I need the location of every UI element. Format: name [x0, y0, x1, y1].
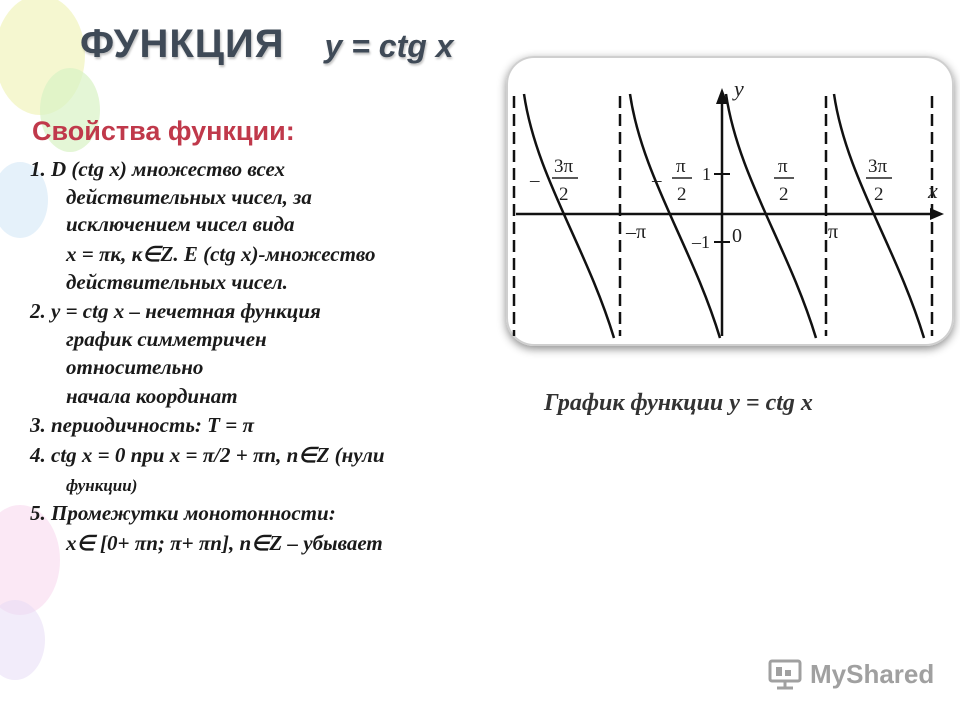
svg-text:2: 2 [677, 184, 687, 205]
property-line: действительных чисел, за [66, 185, 312, 209]
label-minus-three-pi-half [529, 156, 578, 205]
origin-label: 0 [732, 225, 742, 247]
x-axis-arrow [930, 208, 944, 220]
property-line: 1. D (ctg x) множество всех [30, 157, 286, 181]
svg-text:π: π [676, 156, 686, 177]
label-minus-pi: –π [626, 221, 647, 243]
cotangent-graph [506, 56, 954, 346]
label-minus-one: –1 [692, 232, 710, 252]
property-line: начала координат [66, 384, 238, 408]
property-line: исключением чисел вида [66, 212, 295, 236]
svg-text:–: – [652, 170, 662, 191]
y-axis-label: y [734, 76, 744, 101]
label-three-pi-half [866, 156, 892, 205]
watermark-text: MyShared [810, 658, 935, 689]
title-word: ФУНКЦИЯ [80, 22, 285, 66]
slide-title [80, 22, 453, 78]
label-one: 1 [702, 164, 711, 184]
svg-text:2: 2 [874, 184, 884, 205]
balloon-lilac [0, 600, 45, 680]
label-minus-pi-half [651, 156, 692, 205]
properties-heading: Свойства функции: [32, 116, 295, 146]
presentation-screen-icon [768, 658, 802, 690]
svg-text:2: 2 [779, 184, 789, 205]
property-line: 3. периодичность: T = π [30, 413, 254, 437]
property-line: относительно [66, 355, 204, 379]
property-line: x∈ [0+ πn; π+ πn], n∈Z – убывает [66, 531, 383, 555]
property-line: 5. Промежутки монотонности: [30, 501, 336, 525]
graph-caption: График функции y = ctg x [544, 390, 813, 416]
title-formula: y = ctg x [324, 28, 454, 64]
property-line: 4. ctg x = 0 при x = π/2 + πn, n∈Z (нули [30, 443, 385, 467]
label-pi: π [828, 221, 839, 243]
svg-text:2: 2 [559, 184, 569, 205]
property-line: x = πк, к∈Z. E (ctg x)-множество [66, 242, 376, 266]
cotangent-branch [630, 94, 720, 338]
property-line: действительных чисел. [66, 270, 288, 294]
label-pi-half [774, 156, 794, 205]
property-line: функции) [66, 476, 138, 495]
svg-text:π: π [778, 156, 788, 177]
cotangent-branch [834, 94, 924, 338]
cotangent-branch [524, 94, 614, 338]
svg-text:3π: 3π [868, 156, 888, 177]
property-line: 2. y = ctg x – нечетная функция [30, 299, 321, 323]
svg-text:3π: 3π [554, 156, 574, 177]
property-line: график симметричен [66, 327, 267, 351]
svg-text:–: – [530, 170, 540, 191]
watermark [768, 657, 934, 691]
cotangent-branch [726, 94, 816, 338]
x-axis-label: x [928, 178, 938, 203]
